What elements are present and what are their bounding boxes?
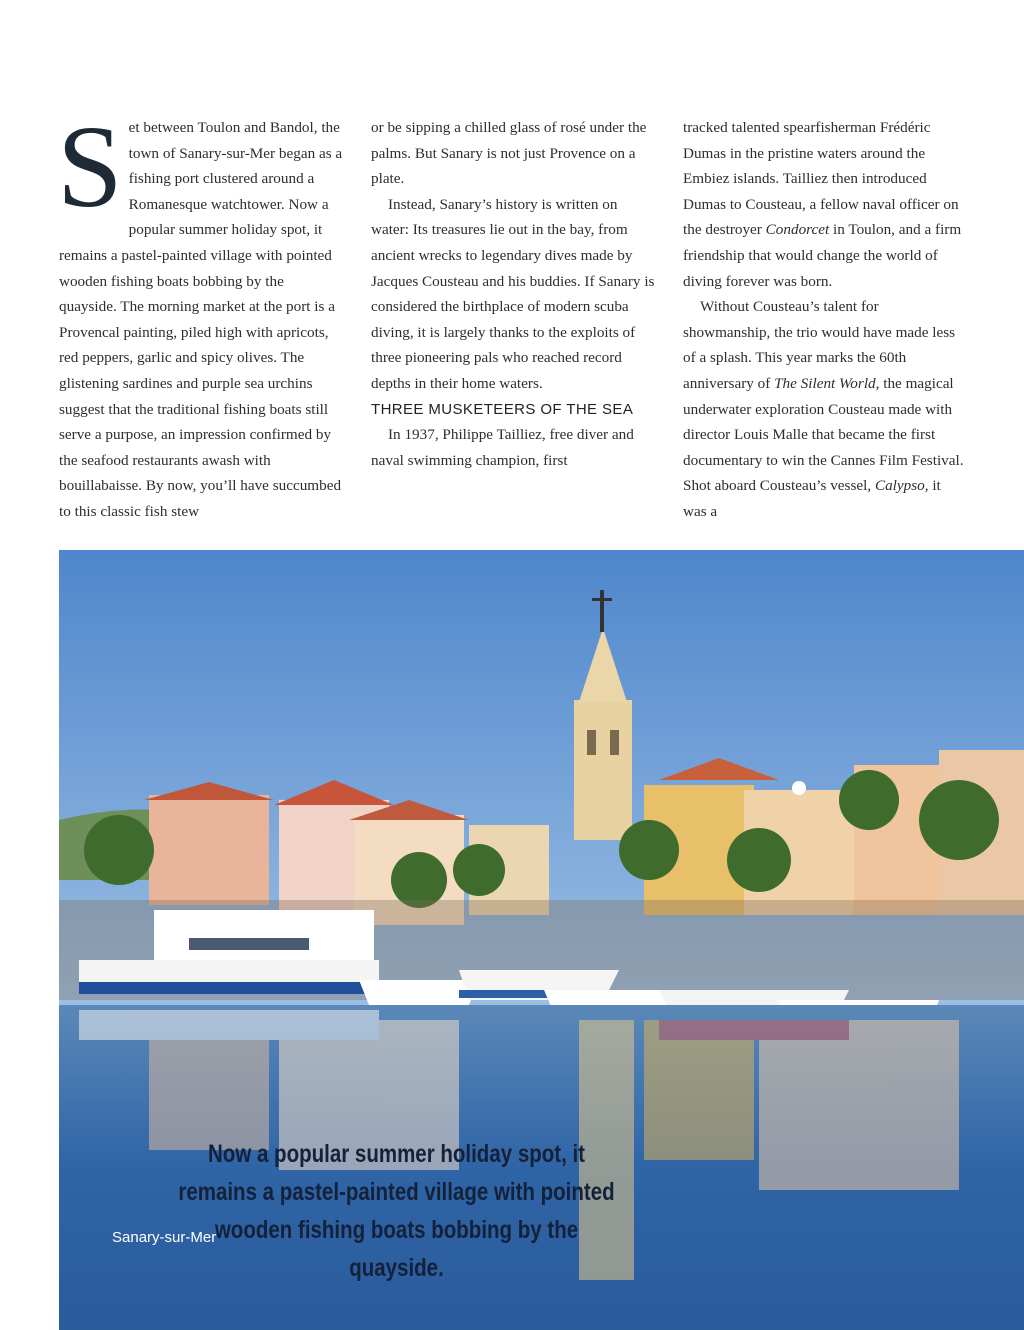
text-run: tracked talented spearfisherman Frédéric Dumas in the pristine waters around the Embiez islands. Tailliez then introduced Dumas to Cousteau, a fellow naval officer on the destroyer	[683, 119, 959, 239]
paragraph: In 1937, Philippe Tailliez, free diver and naval swimming champion, first	[371, 426, 634, 469]
paragraph	[683, 294, 968, 524]
paragraph: Instead, Sanary’s history is written on water: Its treasures lie out in the bay, from ancient wrecks to legendary dives made by Jacques Cousteau and his buddies. If Sanary is considered the birthplace of modern scuba diving, it is largely thanks to the exploits of three pioneering pals who reached record depths in their home waters.	[371, 195, 655, 392]
pull-quote: Now a popular summer holiday spot, it remains a pastel-painted village with pointed wooden fishing boats bobbing by the quayside.	[178, 1140, 615, 1282]
ship-name: Condorcet	[765, 221, 830, 239]
photo-caption: Sanary-sur-Mer	[112, 1229, 217, 1246]
paragraph: or be sipping a chilled glass of rosé under the palms. But Sanary is not just Provence on a plate.	[371, 119, 647, 188]
vessel-name: Calypso	[874, 477, 925, 495]
text-run: , it was a	[683, 477, 941, 520]
section-subheading: THREE MUSKETEERS OF THE SEA	[371, 400, 634, 418]
film-title: The Silent World	[774, 374, 876, 392]
harbour-photo	[59, 550, 1024, 1330]
text-run: , the magical underwater exploration Cousteau made with director Louis Malle that became the first documentary to win the Cannes Film Festival. Shot aboard Cousteau’s vessel,	[683, 374, 964, 495]
paragraph	[683, 115, 968, 294]
text-run: in Toulon, and a firm friendship that would change the world of diving forever was born.	[683, 221, 962, 290]
article-column-2	[371, 115, 656, 473]
drop-cap: S	[57, 101, 123, 232]
paragraph-text: et between Toulon and Bandol, the town of Sanary-sur-Mer began as a fishing port clustered around a Romanesque watchtower. Now a popular summer holiday spot, it remains a pastel-painted village with pointed wooden fishing boats bobbing by the quayside. The morning market at the port is a Provencal painting, piled high with apricots, red peppers, garlic and spicy olives. The glistening sardines and purple sea urchins suggest that the traditional fishing boats still serve a purpose, an impression confirmed by the seafood restaurants awash with bouillabaisse. By now, you’ll have succumbed to this classic fish stew	[59, 119, 343, 520]
article-column-1	[57, 101, 344, 525]
article-column-3	[683, 115, 968, 525]
paragraph	[57, 101, 344, 525]
text-run: Without Cousteau’s talent for showmanship, the trio would have made less of a splash. This year marks the 60th anniversary of	[683, 298, 956, 392]
